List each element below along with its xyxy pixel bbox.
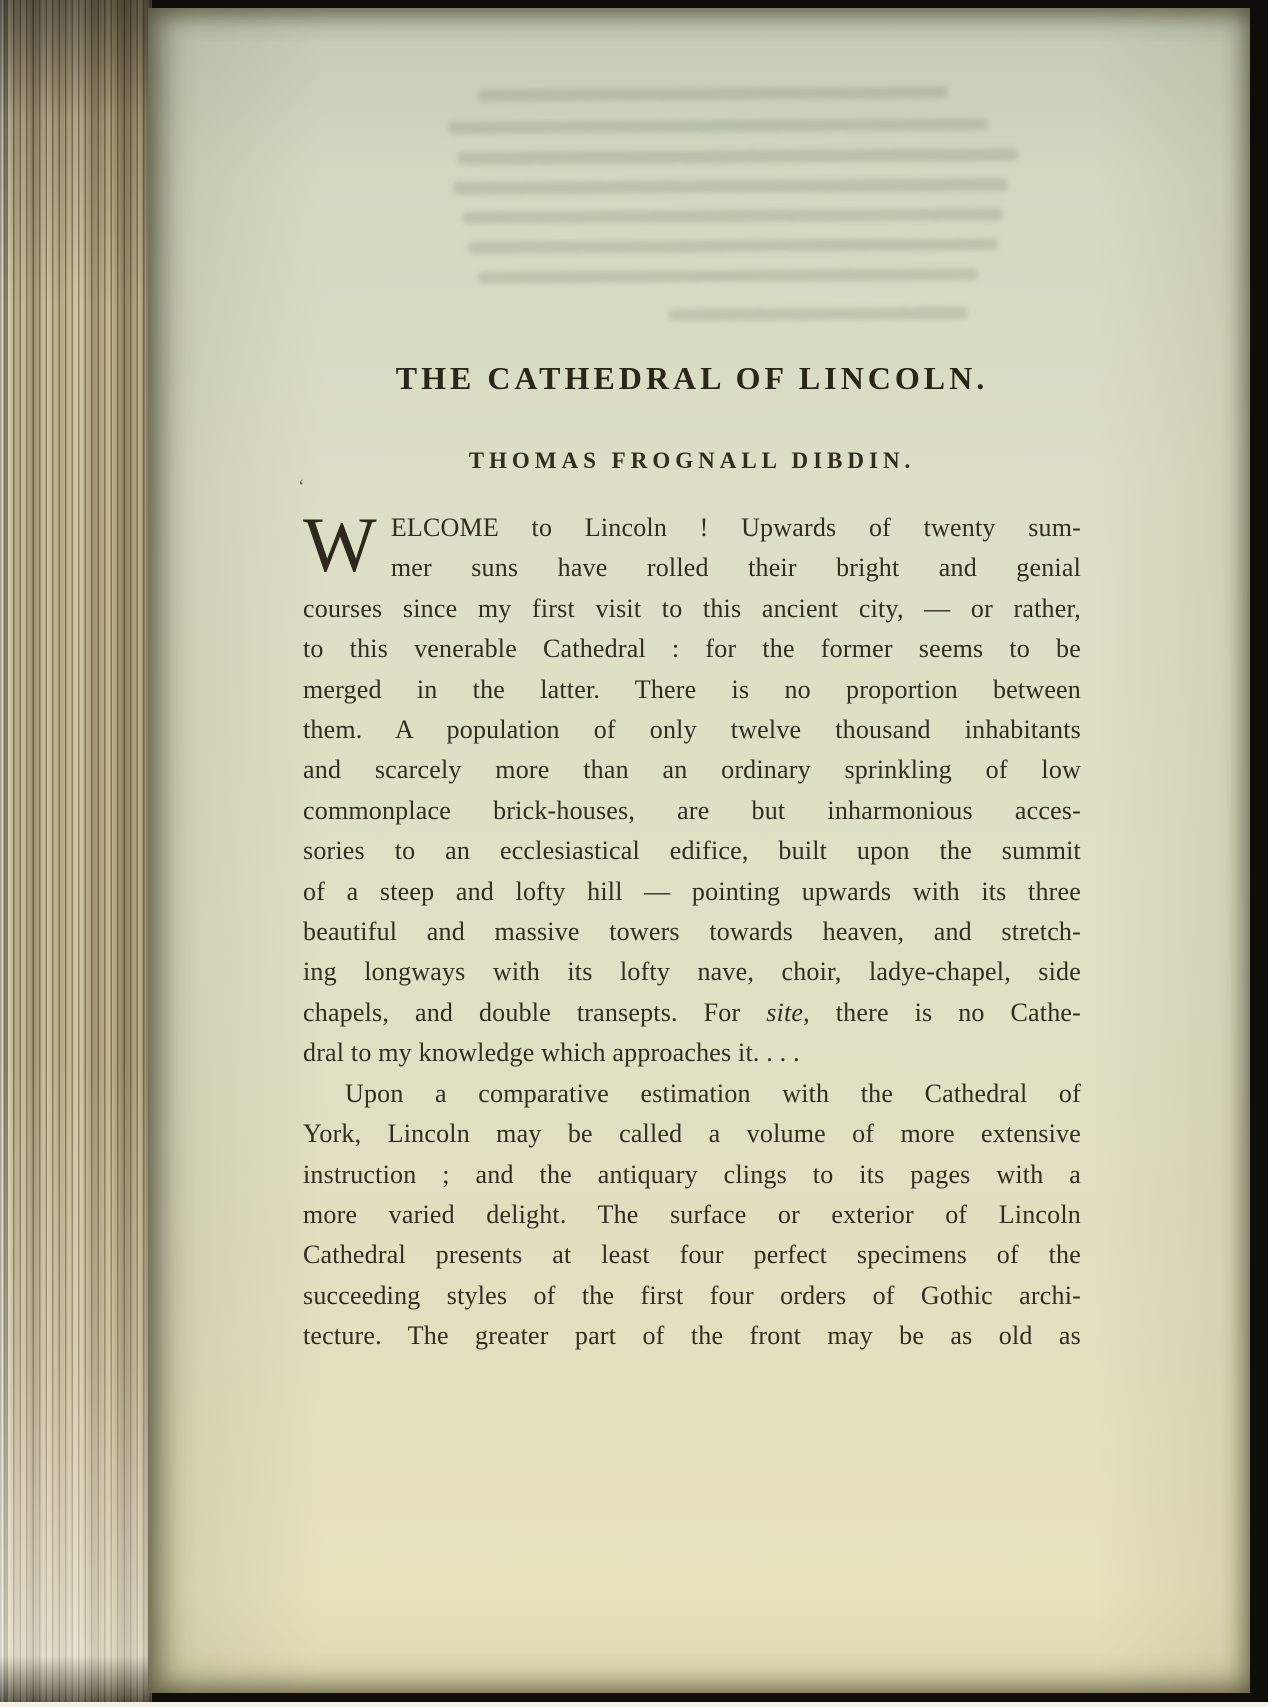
text-segment: succeeding styles of the first four orders of Gothic archi- [303, 1280, 1081, 1310]
show-through-line [478, 268, 978, 283]
author-name: THOMAS FROGNALL DIBDIN. [468, 448, 916, 473]
text-segment: chapels, and double transepts. For [303, 997, 767, 1027]
text-line [303, 508, 1081, 548]
chapter-title: THE CATHEDRAL OF LINCOLN. [395, 360, 989, 396]
text-segment: ELCOME to Lincoln ! Upwards of twenty sum- [390, 513, 1081, 542]
text-line [303, 1316, 1081, 1356]
text-segment: sories to an ecclesiastical edifice, built upon the summit [303, 836, 1081, 866]
paragraph [303, 501, 1081, 1074]
text-line [303, 629, 1081, 669]
text-line [303, 1033, 1081, 1073]
text-line [303, 1114, 1081, 1154]
text-segment: courses since my first visit to this ancient city, — or rather, [303, 593, 1081, 623]
text-segment: commonplace brick-houses, are but inharmonious acces- [303, 795, 1081, 825]
text-segment: beautiful and massive towers towards heaven, and stretch- [303, 917, 1081, 947]
text-line [303, 872, 1081, 912]
text-segment: , there is no Cathe- [803, 997, 1081, 1027]
text-segment: York, Lincoln may be called a volume of more extensive [303, 1119, 1081, 1149]
book-page-edges [0, 0, 152, 1707]
text-line [303, 912, 1081, 952]
body-text [303, 501, 1081, 1357]
text-line [303, 548, 1081, 588]
scan-artifact-mark: ‘ [298, 476, 305, 498]
show-through-line [453, 178, 1008, 195]
italic-text: site [766, 997, 804, 1027]
book-page [148, 8, 1250, 1693]
show-through-line [463, 208, 1003, 224]
text-line [303, 1276, 1081, 1316]
show-through-line [478, 86, 948, 101]
text-segment: tecture. The greater part of the front may be as old as [303, 1321, 1081, 1351]
text-segment: them. A population of only twelve thousand inhabitants [303, 715, 1081, 745]
show-through-line [448, 118, 988, 134]
show-through-line [668, 307, 968, 321]
scanner-edge-strip [0, 1702, 1268, 1707]
text-segment: to this venerable Cathedral : for the former seems to be [303, 634, 1081, 664]
text-segment: dral to my knowledge which approaches it. . . . [303, 1038, 800, 1068]
text-segment: Cathedral presents at least four perfect specimens of the [303, 1240, 1081, 1270]
text-line [303, 831, 1081, 871]
text-line [303, 791, 1081, 831]
text-line [303, 1155, 1081, 1195]
text-segment: and scarcely more than an ordinary sprinkling of low [303, 755, 1081, 785]
text-segment: instruction ; and the antiquary clings to its pages with a [303, 1159, 1081, 1189]
text-line [303, 670, 1081, 710]
text-segment: ing longways with its lofty nave, choir, ladye-chapel, side [303, 957, 1081, 987]
text-segment: Upon a comparative estimation with the Cathedral of [345, 1078, 1081, 1108]
text-segment: merged in the latter. There is no proportion between [303, 674, 1081, 704]
text-line [303, 750, 1081, 790]
text-line [303, 952, 1081, 992]
text-line [303, 710, 1081, 750]
text-line [303, 1195, 1081, 1235]
text-line [303, 1074, 1081, 1114]
text-segment: mer suns have rolled their bright and genial [390, 553, 1081, 583]
show-through-line [468, 238, 998, 254]
text-line [303, 589, 1081, 629]
drop-cap: W [303, 501, 377, 588]
text-segment: more varied delight. The surface or exterior of Lincoln [303, 1199, 1081, 1229]
show-through-line [458, 148, 1018, 165]
text-segment: of a steep and lofty hill — pointing upwards with its three [303, 876, 1081, 906]
paragraph [303, 1074, 1081, 1357]
text-line [303, 993, 1081, 1033]
text-line [303, 1235, 1081, 1275]
